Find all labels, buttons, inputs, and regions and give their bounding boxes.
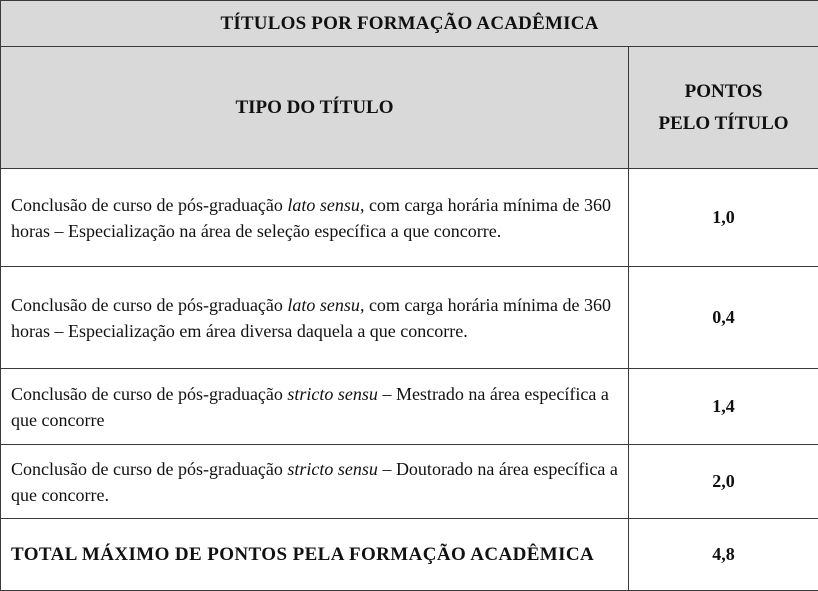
column-header-points-line1: PONTOS	[629, 76, 818, 108]
row-description	[1, 445, 629, 519]
column-header-type: TIPO DO TÍTULO	[1, 47, 629, 169]
description-italic-term: lato sensu	[287, 295, 360, 315]
row-points: 2,0	[629, 445, 818, 519]
table-row	[1, 169, 818, 267]
row-points: 0,4	[629, 267, 818, 369]
description-text: Conclusão de curso de pós-graduação	[11, 384, 287, 404]
row-points: 1,0	[629, 169, 818, 267]
column-header-points-line2: PELO TÍTULO	[629, 108, 818, 140]
description-italic-term: stricto sensu	[287, 384, 378, 404]
description-italic-term: lato sensu	[287, 195, 360, 215]
row-description	[1, 369, 629, 445]
table-title-row	[1, 1, 818, 47]
description-text: , com carga horária mínima de 360 horas – Especialização na área de seleção específica a que concorre.	[11, 195, 611, 241]
description-text: Conclusão de curso de pós-graduação	[11, 295, 287, 315]
table-header-row	[1, 47, 818, 169]
total-points: 4,8	[629, 519, 818, 591]
description-text: Conclusão de curso de pós-graduação	[11, 195, 287, 215]
column-header-points	[629, 47, 818, 169]
row-description	[1, 267, 629, 369]
table-row	[1, 445, 818, 519]
table-title: TÍTULOS POR FORMAÇÃO ACADÊMICA	[1, 1, 818, 47]
table-row	[1, 369, 818, 445]
description-text: Conclusão de curso de pós-graduação	[11, 459, 287, 479]
total-label: TOTAL MÁXIMO DE PONTOS PELA FORMAÇÃO ACADÊMICA	[1, 519, 629, 591]
description-italic-term: stricto sensu	[287, 459, 378, 479]
total-row	[1, 519, 818, 591]
row-description	[1, 169, 629, 267]
description-text: – Mestrado na área específica a que concorre	[11, 384, 609, 430]
description-text: , com carga horária mínima de 360 horas – Especialização em área diversa daquela a que concorre.	[11, 295, 611, 341]
table-row	[1, 267, 818, 369]
row-points: 1,4	[629, 369, 818, 445]
description-text: – Doutorado na área específica a que concorre.	[11, 459, 618, 505]
